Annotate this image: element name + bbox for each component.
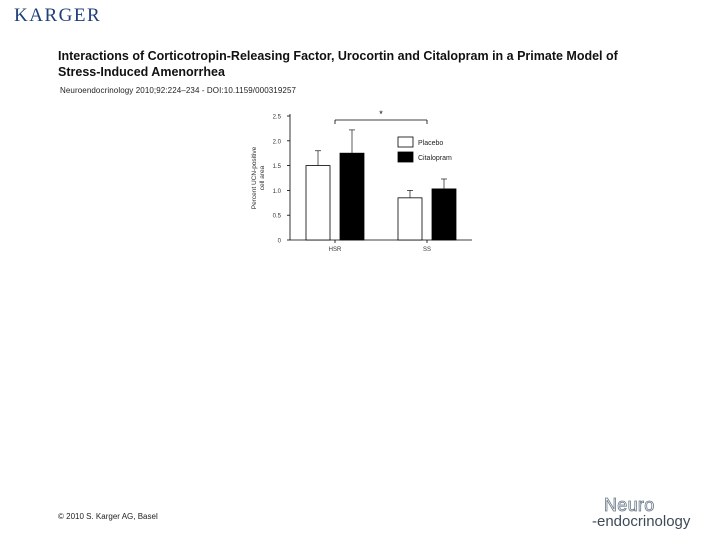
copyright-notice: © 2010 S. Karger AG, Basel <box>58 512 158 521</box>
legend-label: Citalopram <box>418 155 452 162</box>
journal-logo-neuro: Neuro <box>604 495 655 515</box>
article-citation: Neuroendocrinology 2010;92:224–234 - DOI:10.1159/000319257 <box>60 86 297 95</box>
x-tick-label: SS <box>422 247 432 253</box>
y-tick-label: 1.5 <box>272 164 281 171</box>
journal-logo <box>592 497 712 531</box>
bar <box>398 198 422 240</box>
publisher-logo: KARGER <box>14 5 102 26</box>
x-tick-label: HSR <box>328 247 342 253</box>
chart-plot <box>251 109 472 253</box>
y-tick-label: 1.0 <box>272 188 281 195</box>
bar-chart <box>240 105 480 255</box>
legend-label: Placebo <box>418 140 444 147</box>
article-title: Interactions of Corticotropin-Releasing Factor, Urocortin and Citalopram in a Primate Model of Stress-Induced Amenorrhea <box>58 49 618 79</box>
bar <box>306 166 330 240</box>
y-tick-label: 2.0 <box>272 139 281 146</box>
y-axis-label: Percent UCN-positivecell area <box>251 146 266 210</box>
legend-swatch <box>398 137 413 147</box>
y-tick-label: 0 <box>277 238 281 245</box>
y-tick-label: 2.5 <box>272 114 281 121</box>
bar <box>432 189 456 240</box>
bar <box>340 153 364 240</box>
significance-asterisk: * <box>379 109 383 119</box>
legend-swatch <box>398 152 413 162</box>
journal-logo-endocrinology: -endocrinology <box>592 513 691 530</box>
y-tick-label: 0.5 <box>272 213 281 220</box>
